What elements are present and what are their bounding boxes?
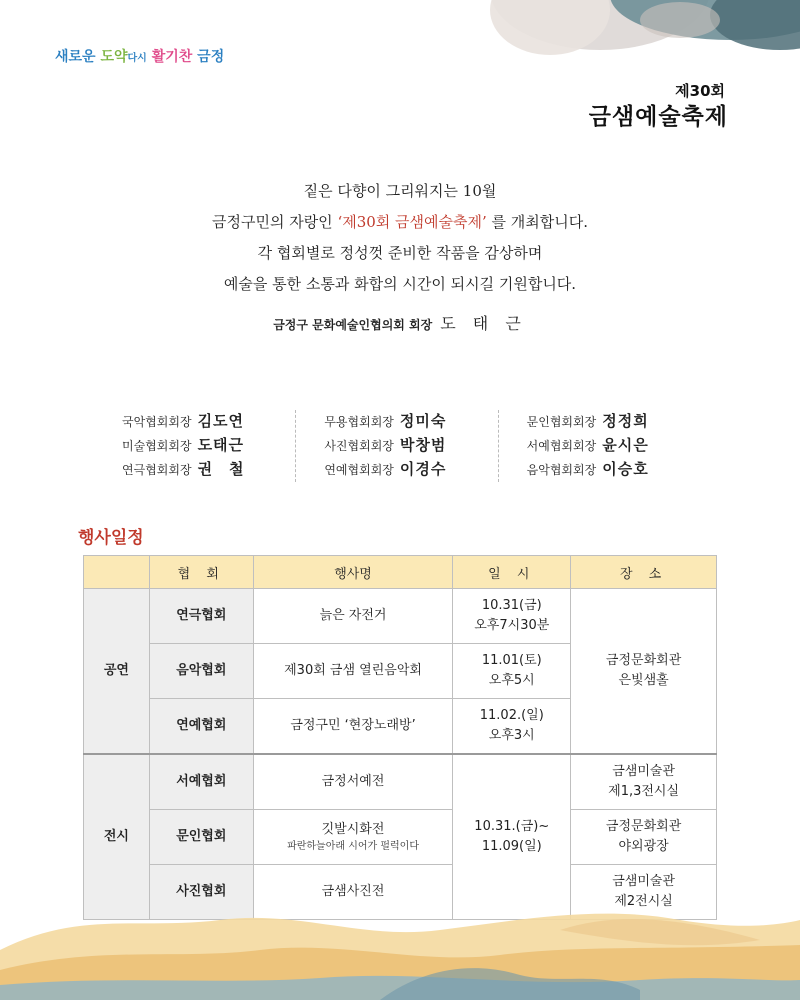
place-cell: 금샘미술관 제1,3전시실 [571, 754, 717, 810]
greeting-line: 예술을 통한 소통과 화합의 시간이 되시길 기원합니다. [223, 275, 577, 293]
category-exhibit: 전시 [84, 754, 150, 920]
greeting-line: 각 협회별로 정성껏 준비한 작품을 감상하며 [257, 244, 543, 262]
header-place: 장 소 [571, 556, 717, 589]
association-cell: 사진협회 [149, 865, 253, 920]
presidents-column [498, 410, 700, 482]
event-cell: 늙은 자전거 [253, 589, 453, 644]
greeting-message [0, 176, 800, 300]
place-cell: 금샘미술관 제2전시실 [571, 865, 717, 920]
event-cell: 깃발시화전 파란하늘아래 시어가 펄럭이다 [253, 810, 453, 865]
president-entry: 연예협회회장 이경수 [324, 460, 447, 478]
date-cell: 11.01(토) 오후5시 [453, 644, 571, 699]
president-entry: 사진협회회장 박창범 [324, 436, 447, 454]
president-entry: 국악협회회장 김도연 [122, 412, 245, 430]
schedule-table [83, 555, 717, 920]
president-entry: 무용협회회장 정미숙 [324, 412, 447, 430]
table-header-row [84, 556, 717, 589]
event-cell: 금샘사진전 [253, 865, 453, 920]
date-cell: 10.31(금) 오후7시30분 [453, 589, 571, 644]
place-cell: 금정문화회관 은빛샘홀 [571, 589, 717, 755]
president-entry: 음악협회회장 이승호 [526, 460, 649, 478]
signature [0, 311, 800, 334]
date-cell: 11.02.(일) 오후3시 [453, 699, 571, 755]
president-entry: 연극협회회장 권 철 [122, 460, 245, 478]
association-cell: 연예협회 [149, 699, 253, 755]
association-cell: 문인협회 [149, 810, 253, 865]
schedule-heading: 행사일정 [78, 528, 144, 548]
category-perform: 공연 [84, 589, 150, 755]
signature-title: 금정구 문화예술인협의회 회장 [273, 318, 433, 332]
table-row [84, 754, 717, 810]
greeting-line: 금정구민의 자랑인 ‘제30회 금샘예술축제’ 를 개최합니다. [211, 213, 589, 231]
president-entry: 미술협회회장 도태근 [122, 436, 245, 454]
place-cell: 금정문화회관 야외광장 [571, 810, 717, 865]
table-row [84, 589, 717, 644]
event-cell: 금정구민 ‘현장노래방’ [253, 699, 453, 755]
presidents-column [295, 410, 497, 482]
president-entry: 서예협회회장 윤시은 [526, 436, 649, 454]
event-subtitle: 파란하늘아래 시어가 펄럭이다 [287, 841, 419, 852]
greeting-line: 짙은 다향이 그리워지는 10월 [303, 182, 497, 200]
association-presidents [110, 410, 700, 482]
date-cell: 10.31.(금)~ 11.09(일) [453, 754, 571, 920]
association-cell: 서예협회 [149, 754, 253, 810]
festival-edition: 제30회 [675, 82, 725, 100]
signature-name: 도 태 근 [440, 314, 527, 333]
president-entry: 문인협회회장 정정희 [526, 412, 649, 430]
header-association: 협 회 [149, 556, 253, 589]
table-row [84, 810, 717, 865]
district-slogan-logo: 새로운 도약다시 활기찬 금정 [55, 49, 225, 65]
presidents-column [110, 410, 295, 482]
association-cell: 연극협회 [149, 589, 253, 644]
header-category [84, 556, 150, 589]
header-event: 행사명 [253, 556, 453, 589]
watercolor-decoration-top [480, 0, 800, 70]
event-cell: 제30회 금샘 열린음악회 [253, 644, 453, 699]
header-date: 일 시 [453, 556, 571, 589]
watercolor-decoration-bottom [0, 890, 800, 1000]
event-cell: 금정서예전 [253, 754, 453, 810]
festival-name-highlight: ‘제30회 금샘예술축제’ [337, 213, 487, 231]
festival-title: 금샘예술축제 [588, 104, 728, 130]
association-cell: 음악협회 [149, 644, 253, 699]
